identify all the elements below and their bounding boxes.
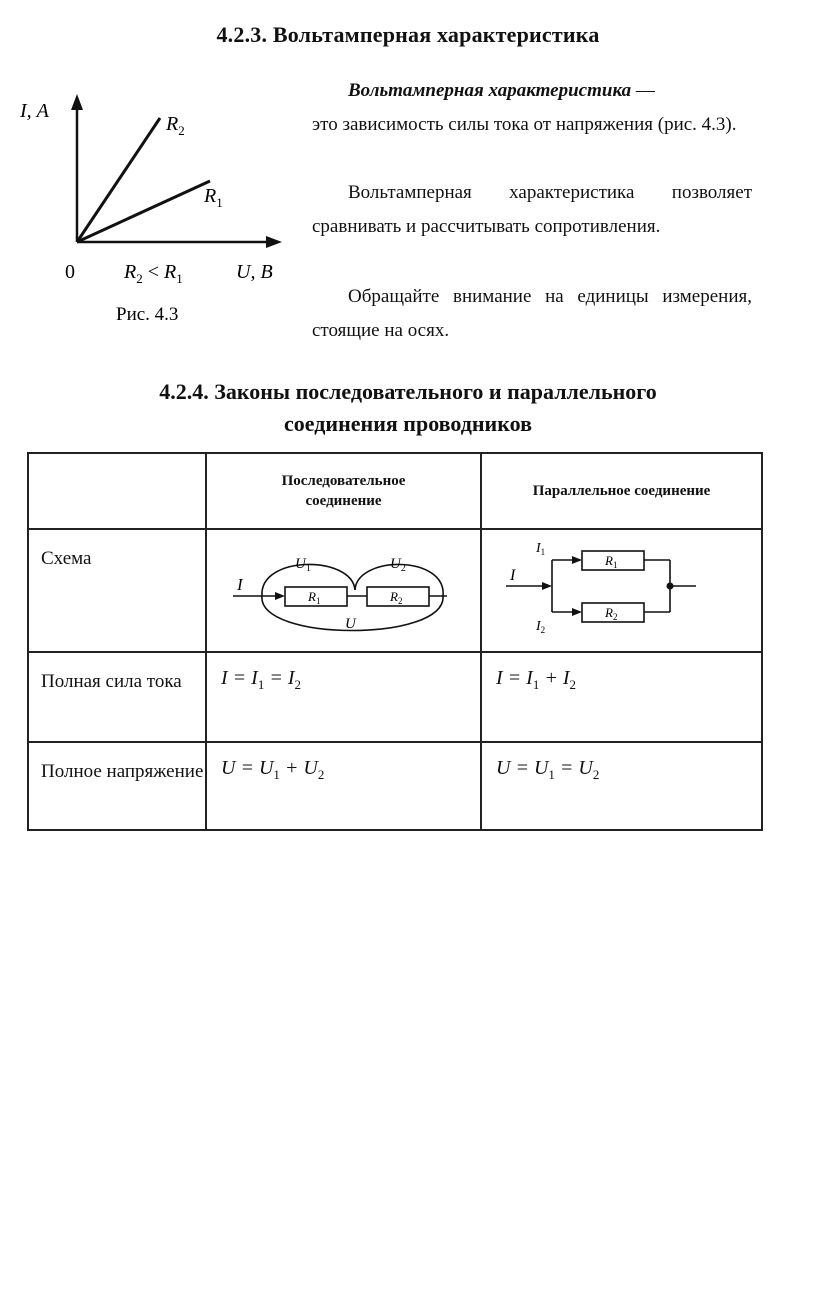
r1-label: $R_1$ [204,185,223,210]
table-corner-cell [28,453,206,529]
section-title-line-1: 4.2.4. Законы последовательного и параллельного [159,379,657,404]
table-row-scheme [28,529,762,652]
row-label-voltage: Полное напряжение [28,742,206,830]
parallel-circuit-diagram [482,530,763,646]
branch-current-i1: $I_1$ [536,541,546,557]
series-current-label: I [237,575,243,594]
series-circuit-diagram [207,530,482,646]
resistance-condition: $R_2 < R_1$ [124,261,183,286]
parallel-voltage-formula: $U = U_1 = U_2$ [481,742,762,830]
x-axis-label: U, В [236,261,273,283]
table-row-voltage [28,742,762,830]
parallel-r1-label: $R_1$ [605,553,618,570]
header-parallel: Параллельное соединение [481,453,762,529]
cell-series-diagram [206,529,481,652]
section-title-4-2-4 [0,376,816,440]
resistor-r1-label: $R_1$ [308,589,321,606]
section-title-4-2-3: 4.2.3. Вольтамперная характеристика [216,22,600,47]
series-u1-label: $U_1$ [295,556,311,574]
defined-term: Вольтамперная характеристика [348,80,632,101]
resistor-r2-label: $R_2$ [390,589,403,606]
series-u2-label: $U_2$ [390,556,406,574]
series-current-formula: $I = I_1 = I_2$ [206,652,481,742]
header-series: Последовательное соединение [206,453,481,529]
parallel-r2-label: $R_2$ [605,605,618,622]
comparison-paragraph: Вольтамперная характеристика позволяет сравнивать и рассчитывать сопротивления. [312,182,752,237]
units-note-paragraph: Обращайте внимание на единицы измерения, стоящие на осях. [312,286,752,341]
figure-4-3 [20,90,290,330]
y-axis-arrow [71,94,83,110]
x-axis-arrow [266,236,282,248]
cell-parallel-diagram [481,529,762,652]
connection-laws-table [27,452,763,831]
table-header-row [28,453,762,529]
row-label-scheme: Схема [28,529,206,652]
definition-paragraph [312,74,752,142]
definition-text: это зависимость силы тока от напряжения (рис. 4.3). [312,114,737,135]
r2-label: $R_2$ [166,113,185,138]
iv-characteristic-diagram [20,90,290,330]
y-axis-label: I, А [20,100,49,122]
term-dash: — [631,80,655,101]
parallel-current-label: I [510,567,516,584]
origin-label: 0 [65,261,75,283]
parallel-current-formula: $I = I_1 + I_2$ [481,652,762,742]
series-u-label: U [345,616,356,632]
table-row-current [28,652,762,742]
series-voltage-formula: $U = U_1 + U_2$ [206,742,481,830]
branch-current-i2: $I_2$ [536,619,546,635]
figure-caption: Рис. 4.3 [116,304,179,325]
section-title-line-2: соединения проводников [284,411,532,436]
row-label-current: Полная сила тока [28,652,206,742]
